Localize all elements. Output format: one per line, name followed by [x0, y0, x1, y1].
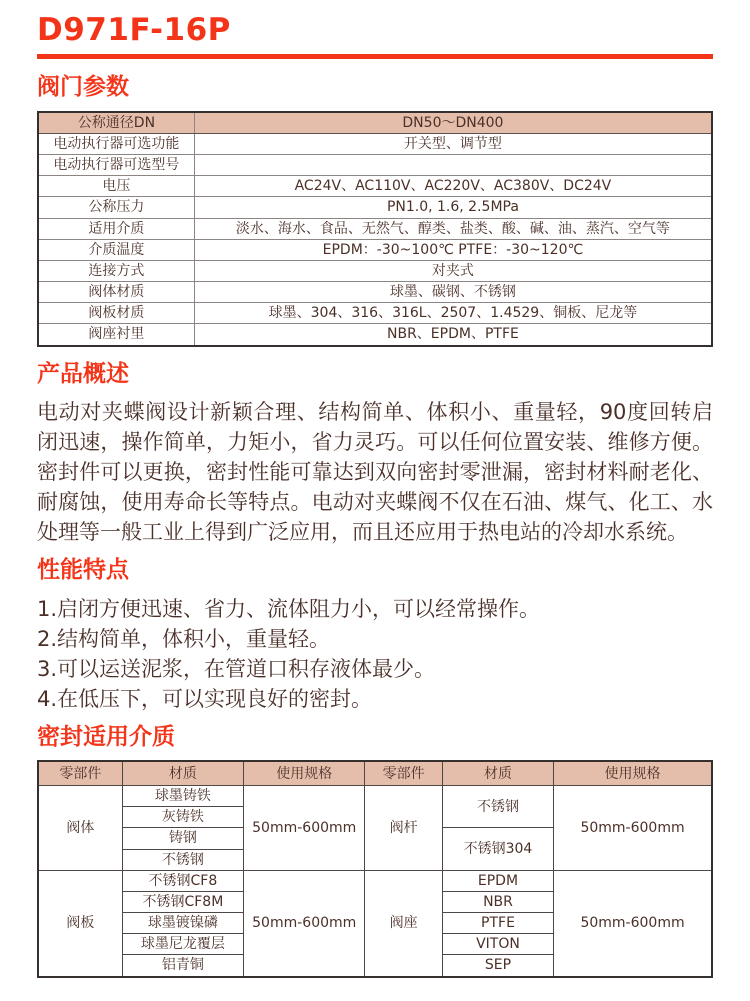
table-row [38, 785, 712, 806]
param-label: 连接方式 [38, 260, 194, 281]
page-title: D971F-16P [37, 12, 231, 48]
seal-media-table [37, 760, 713, 977]
spec-cell: 50mm-600mm [554, 870, 712, 976]
material-cell: 铝青铜 [122, 955, 243, 977]
material-cell: VITON [442, 934, 553, 955]
material-cell: 不锈钢304 [442, 828, 553, 870]
feature-item: 2.结构简单，体积小，重量轻。 [37, 626, 331, 651]
param-value: EPDM：-30~100℃ PTFE：-30~120℃ [194, 239, 712, 260]
material-cell: 球墨铸铁 [122, 785, 243, 806]
param-value: NBR、EPDM、PTFE [194, 324, 712, 346]
table-row [38, 154, 712, 175]
param-label: 电压 [38, 176, 194, 197]
material-cell: PTFE [442, 913, 553, 934]
column-header: 材质 [442, 761, 553, 785]
table-row [38, 112, 712, 134]
column-header: 零部件 [365, 761, 443, 785]
param-value: DN50～DN400 [194, 112, 712, 134]
param-label: 适用介质 [38, 218, 194, 239]
material-cell: 不锈钢CF8 [122, 870, 243, 891]
spec-cell: 50mm-600mm [244, 870, 365, 976]
table-row [38, 282, 712, 303]
material-cell: SEP [442, 955, 553, 977]
param-value: AC24V、AC110V、AC220V、AC380V、DC24V [194, 176, 712, 197]
title-divider [37, 54, 713, 59]
spec-cell: 50mm-600mm [244, 785, 365, 870]
features-list [37, 594, 713, 714]
feature-item: 4.在低压下，可以实现良好的密封。 [37, 686, 373, 711]
table-row [38, 133, 712, 154]
part-cell: 阀杆 [365, 785, 443, 870]
param-value: 淡水、海水、食品、无然气、醇类、盐类、酸、碱、油、蒸汽、空气等 [194, 218, 712, 239]
param-label: 介质温度 [38, 239, 194, 260]
column-header: 使用规格 [244, 761, 365, 785]
table-header-row [38, 761, 712, 785]
feature-item: 1.启闭方便迅速、省力、流体阻力小，可以经常操作。 [37, 596, 541, 621]
material-cell: 不锈钢CF8M [122, 891, 243, 912]
param-value: 球墨、碳钢、不锈钢 [194, 282, 712, 303]
table-row [38, 324, 712, 346]
table-row [38, 218, 712, 239]
table-row [38, 176, 712, 197]
table-row [38, 303, 712, 324]
material-cell: 不锈钢 [122, 849, 243, 870]
part-cell: 阀座 [365, 870, 443, 976]
param-label: 公称通径DN [38, 112, 194, 134]
param-label: 阀座衬里 [38, 324, 194, 346]
table-row [38, 870, 712, 891]
overview-heading: 产品概述 [37, 360, 129, 387]
valve-params-table [37, 111, 713, 347]
table-row [38, 197, 712, 218]
param-value: 对夹式 [194, 260, 712, 281]
column-header: 零部件 [38, 761, 122, 785]
params-heading: 阀门参数 [37, 74, 129, 100]
param-label: 阀体材质 [38, 282, 194, 303]
param-label: 公称压力 [38, 197, 194, 218]
material-cell: 灰铸铁 [122, 807, 243, 828]
table-row [38, 239, 712, 260]
param-value: 球墨、304、316、316L、2507、1.4529、铜板、尼龙等 [194, 303, 712, 324]
features-heading: 性能特点 [37, 557, 129, 584]
column-header: 材质 [122, 761, 243, 785]
material-cell: 铸钢 [122, 828, 243, 849]
material-cell: 球墨镀镍磷 [122, 913, 243, 934]
param-value: 开关型、调节型 [194, 133, 712, 154]
material-cell: 球墨尼龙覆层 [122, 934, 243, 955]
param-value: PN1.0, 1.6, 2.5MPa [194, 197, 712, 218]
material-cell: EPDM [442, 870, 553, 891]
param-label: 电动执行器可选功能 [38, 133, 194, 154]
part-cell: 阀板 [38, 870, 122, 976]
feature-item: 3.可以运送泥浆，在管道口积存液体最少。 [37, 656, 436, 681]
seal-media-heading: 密封适用介质 [37, 723, 175, 750]
spec-cell: 50mm-600mm [554, 785, 712, 870]
param-label: 阀板材质 [38, 303, 194, 324]
param-label: 电动执行器可选型号 [38, 154, 194, 175]
overview-text: 电动对夹蝶阀设计新颖合理、结构简单、体积小、重量轻，90度回转启闭迅速，操作简单，力矩小，省力灵巧。可以任何位置安装、维修方便。密封件可以更换，密封性能可靠达到双向密封零泄漏，密封材料耐老化、耐腐蚀，使用寿命长等特点。电动对夹蝶阀不仅在石油、煤气、化工、水处理等一般工业上得到广泛应用，而且还应用于热电站的冷却水系统。 [37, 400, 713, 545]
param-value [194, 154, 712, 175]
table-row [38, 260, 712, 281]
part-cell: 阀体 [38, 785, 122, 870]
material-cell: NBR [442, 891, 553, 912]
material-cell: 不锈钢 [442, 785, 553, 827]
column-header: 使用规格 [554, 761, 712, 785]
